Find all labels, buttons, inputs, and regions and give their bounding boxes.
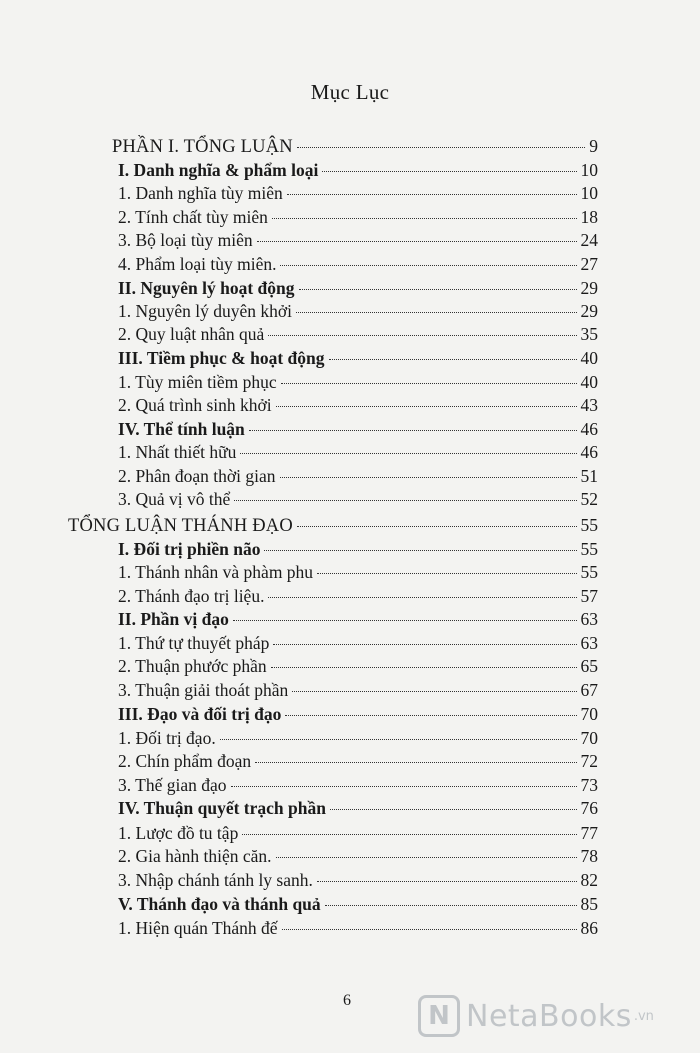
toc-entry-label: 2. Chín phẩm đoạn [118, 751, 252, 771]
toc-item-entry [118, 488, 598, 510]
toc-item-entry [118, 394, 598, 416]
toc-section-entry [118, 538, 598, 560]
toc-page-number: 24 [580, 230, 598, 250]
toc-section-entry [118, 893, 598, 915]
dot-leader [325, 905, 577, 906]
toc-item-entry [118, 206, 598, 228]
dot-leader [282, 929, 577, 930]
dot-leader [330, 809, 577, 810]
toc-page-number: 10 [580, 160, 598, 180]
toc-item-entry [118, 371, 598, 393]
dot-leader [280, 477, 577, 478]
toc-entry-label: 4. Phẩm loại tùy miên. [118, 254, 277, 274]
toc-item-entry [118, 182, 598, 204]
toc-page-number: 76 [580, 798, 598, 818]
toc-entry-label: 3. Nhập chánh tánh ly sanh. [118, 870, 313, 890]
dot-leader [296, 312, 576, 313]
dot-leader [271, 667, 577, 668]
toc-entry-label: 3. Bộ loại tùy miên [118, 230, 253, 250]
toc-section-entry [118, 347, 598, 369]
toc-item-entry [118, 585, 598, 607]
dot-leader [231, 786, 577, 787]
netabooks-logo-icon: N [418, 995, 460, 1037]
dot-leader [285, 715, 576, 716]
toc-title: Mục Lục [310, 80, 390, 104]
dot-leader [297, 147, 585, 148]
toc-section-entry [118, 418, 598, 440]
toc-entry-label: 2. Thuận phước phần [118, 656, 267, 676]
toc-item-entry [118, 822, 598, 844]
toc-item-entry [118, 869, 598, 891]
toc-entry-label: 2. Phân đoạn thời gian [118, 466, 276, 486]
toc-item-entry [118, 229, 598, 251]
toc-page-number: 82 [580, 870, 598, 890]
dot-leader [240, 453, 576, 454]
dot-leader [276, 406, 577, 407]
toc-entry-label: 1. Hiện quán Thánh đế [118, 918, 278, 938]
dot-leader [322, 171, 576, 172]
toc-page-number: 70 [580, 728, 598, 748]
toc-entry-label: I. Danh nghĩa & phẩm loại [118, 160, 319, 180]
toc-page-number: 63 [580, 609, 598, 629]
toc-section-entry [118, 703, 598, 725]
toc-page-number: 55 [580, 562, 598, 582]
dot-leader [249, 430, 577, 431]
toc-page-number: 43 [580, 395, 598, 415]
toc-entry-label: III. Tiềm phục & hoạt động [118, 348, 325, 368]
toc-page-number: 51 [580, 466, 598, 486]
toc-part-entry [68, 514, 598, 536]
toc-item-entry [118, 774, 598, 796]
toc-entry-label: 1. Thứ tự thuyết pháp [118, 633, 270, 653]
toc-page-number: 27 [580, 254, 598, 274]
dot-leader [268, 597, 576, 598]
toc-page-number: 85 [580, 894, 598, 914]
toc-entry-label: III. Đạo và đối trị đạo [118, 704, 282, 724]
dot-leader [257, 241, 577, 242]
page-marker: 6 [343, 992, 351, 1009]
dot-leader [242, 834, 576, 835]
toc-entry-label: 3. Quả vị vô thể [118, 489, 231, 509]
toc-entry-label: 2. Thánh đạo trị liệu. [118, 586, 265, 606]
dot-leader [255, 762, 576, 763]
dot-leader [264, 550, 576, 551]
toc-page-number: 52 [580, 489, 598, 509]
dot-leader [287, 194, 577, 195]
dot-leader [273, 644, 576, 645]
dot-leader [233, 620, 577, 621]
dot-leader [276, 857, 577, 858]
dot-leader [297, 526, 577, 527]
toc-item-entry [118, 727, 598, 749]
dot-leader [329, 359, 577, 360]
toc-item-entry [118, 300, 598, 322]
toc-page-number: 29 [580, 278, 598, 298]
toc-entry-label: I. Đối trị phiền não [118, 539, 261, 559]
toc-section-entry [118, 277, 598, 299]
dot-leader [280, 265, 576, 266]
toc-entry-label: 1. Lược đồ tu tập [118, 823, 239, 843]
toc-entry-label: 1. Đối trị đạo. [118, 728, 216, 748]
watermark-suffix: .vn [633, 1008, 654, 1024]
watermark-text: NetaBooks [466, 998, 632, 1034]
toc-page-number: 78 [580, 846, 598, 866]
toc-page-number: 46 [580, 442, 598, 462]
toc-entry-label: V. Thánh đạo và thánh quả [118, 894, 321, 914]
toc-page-number: 9 [589, 136, 598, 156]
toc-page-number: 46 [580, 419, 598, 439]
toc-entry-label: 1. Danh nghĩa tùy miên [118, 183, 283, 203]
toc-page-number: 65 [580, 656, 598, 676]
dot-leader [299, 289, 577, 290]
toc-entry-label: II. Phần vị đạo [118, 609, 229, 629]
dot-leader [272, 218, 577, 219]
toc-entry-label: 1. Thánh nhân và phàm phu [118, 562, 314, 582]
toc-entry-label: 2. Tính chất tùy miên [118, 207, 268, 227]
dot-leader [281, 383, 577, 384]
toc-section-entry [118, 159, 598, 181]
dot-leader [317, 881, 577, 882]
toc-page-number: 77 [580, 823, 598, 843]
toc-entry-label: 3. Thế gian đạo [118, 775, 227, 795]
toc-entry-label: 2. Quy luật nhân quả [118, 324, 265, 344]
toc-item-entry [118, 441, 598, 463]
toc-page-number: 73 [580, 775, 598, 795]
toc-page-number: 57 [580, 586, 598, 606]
toc-page-number: 35 [580, 324, 598, 344]
dot-leader [220, 739, 577, 740]
toc-item-entry [118, 750, 598, 772]
toc-item-entry [118, 917, 598, 939]
toc-page-number: 70 [580, 704, 598, 724]
toc-entry-label: 1. Tùy miên tiềm phục [118, 372, 277, 392]
toc-entry-label: 3. Thuận giải thoát phần [118, 680, 289, 700]
toc-entry-label: IV. Thuận quyết trạch phần [118, 798, 326, 818]
dot-leader [292, 691, 576, 692]
toc-item-entry [118, 253, 598, 275]
toc-page-number: 40 [580, 372, 598, 392]
netabooks-watermark [418, 995, 654, 1037]
toc-item-entry [118, 323, 598, 345]
toc-page-number: 40 [580, 348, 598, 368]
toc-page-number: 55 [580, 539, 598, 559]
toc-entry-label: 2. Gia hành thiện căn. [118, 846, 272, 866]
toc-item-entry [118, 655, 598, 677]
toc-item-entry [118, 632, 598, 654]
toc-page-number: 55 [580, 515, 598, 535]
toc-page-number: 29 [580, 301, 598, 321]
toc-item-entry [118, 561, 598, 583]
toc-entry-label: 1. Nhất thiết hữu [118, 442, 237, 462]
toc-page-number: 10 [580, 183, 598, 203]
toc-page-number: 63 [580, 633, 598, 653]
toc-page-number: 67 [580, 680, 598, 700]
toc-page-number: 18 [580, 207, 598, 227]
toc-item-entry [118, 845, 598, 867]
toc-section-entry [118, 797, 598, 819]
toc-item-entry [118, 679, 598, 701]
toc-entry-label: TỔNG LUẬN THÁNH ĐẠO [68, 516, 293, 536]
toc-page-number: 86 [580, 918, 598, 938]
toc-entry-label: 1. Nguyên lý duyên khởi [118, 301, 293, 321]
toc-entry-label: IV. Thể tính luận [118, 419, 245, 439]
toc-section-entry [118, 608, 598, 630]
toc-entry-label: 2. Quá trình sinh khởi [118, 395, 272, 415]
dot-leader [234, 500, 576, 501]
toc-page-number: 72 [580, 751, 598, 771]
dot-leader [268, 335, 576, 336]
toc-part-entry [112, 135, 598, 157]
dot-leader [317, 573, 576, 574]
toc-entry-label: PHẦN I. TỔNG LUẬN [112, 137, 293, 157]
toc-item-entry [118, 465, 598, 487]
toc-entry-label: II. Nguyên lý hoạt động [118, 278, 295, 298]
